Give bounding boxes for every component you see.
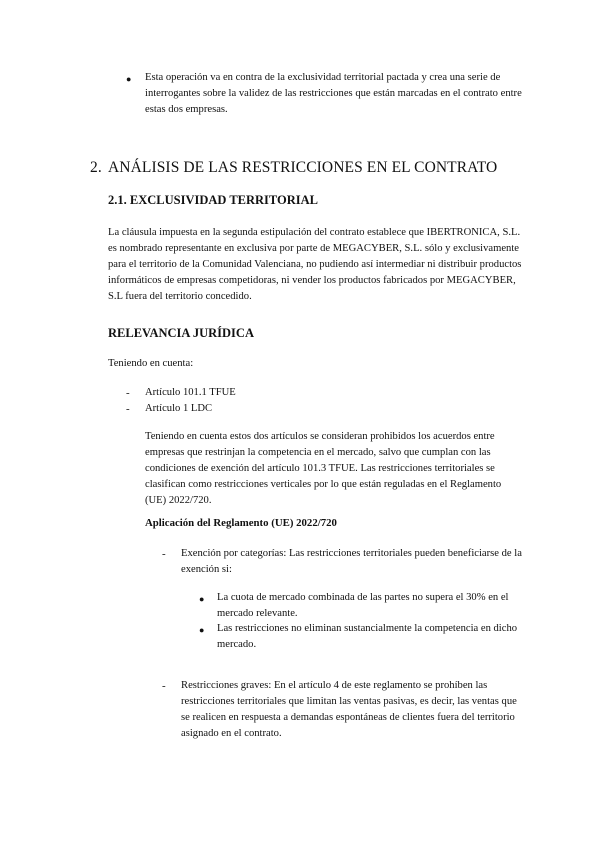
list-marker: - [126, 403, 130, 415]
exclusividad-paragraph: La cláusula impuesta en la segunda estipulación del contrato establece que IBERTRONICA, S.L. es nombrado representante en exclusiva por parte de MEGACYBER, S.L. sólo y exclusivamente para el territorio de la Comunidad Valenciana, no pudiendo así intermediar ni distribuir productos informáticos de empresas competidoras, ni vender los productos fabricados por MEGACYBER, S.L fuera del territorio concedido. [108, 227, 522, 302]
bullet-marker: ● [126, 74, 132, 84]
sub-list-item: La cuota de mercado combinada de las partes no supera el 30% en el mercado relevante. [217, 592, 509, 619]
list-item: Artículo 1 LDC [145, 403, 213, 414]
sub-list-item: Las restricciones no eliminan sustancialmente la competencia en dicho mercado. [217, 623, 518, 650]
list-item: Restricciones graves: En el artículo 4 de este reglamento se prohíben las restricciones territoriales que limitan las ventas pasivas, es decir, las ventas que se realicen en respuesta a demandas espontáneas de clientes fuera del territorio asignado en el contrato. [181, 680, 517, 739]
subsection-title: 2.1. EXCLUSIVIDAD TERRITORIAL [108, 193, 319, 207]
section-number: 2. [90, 159, 102, 176]
relevancia-paragraph: Teniendo en cuenta estos dos artículos se consideran prohibidos los acuerdos entre empresas que restrinjan la competencia en el mercado, salvo que cumplan con las condiciones de exención del artículo 101.3 TFUE. Las restricciones territoriales se clasifican como restricciones verticales por lo que están reguladas en el Reglamento (UE) 2022/720. [145, 431, 502, 506]
list-item: Artículo 101.1 TFUE [145, 387, 236, 398]
intro-bullet-text: Esta operación va en contra de la exclusividad territorial pactada y crea una serie de interrogantes sobre la validez de las restricciones que están marcadas en el contrato entre estas dos empresas. [145, 72, 522, 115]
relevancia-lead: Teniendo en cuenta: [108, 358, 194, 369]
bullet-marker: ● [199, 625, 205, 635]
relevancia-title: RELEVANCIA JURÍDICA [108, 326, 254, 340]
aplicacion-title: Aplicación del Reglamento (UE) 2022/720 [145, 517, 337, 529]
section-title: ANÁLISIS DE LAS RESTRICCIONES EN EL CONTRATO [108, 159, 498, 176]
list-item: Exención por categorías: Las restricciones territoriales pueden beneficiarse de la exención si: [181, 548, 522, 575]
list-marker: - [162, 548, 166, 560]
bullet-marker: ● [199, 594, 205, 604]
list-marker: - [126, 387, 130, 399]
list-marker: - [162, 680, 166, 692]
